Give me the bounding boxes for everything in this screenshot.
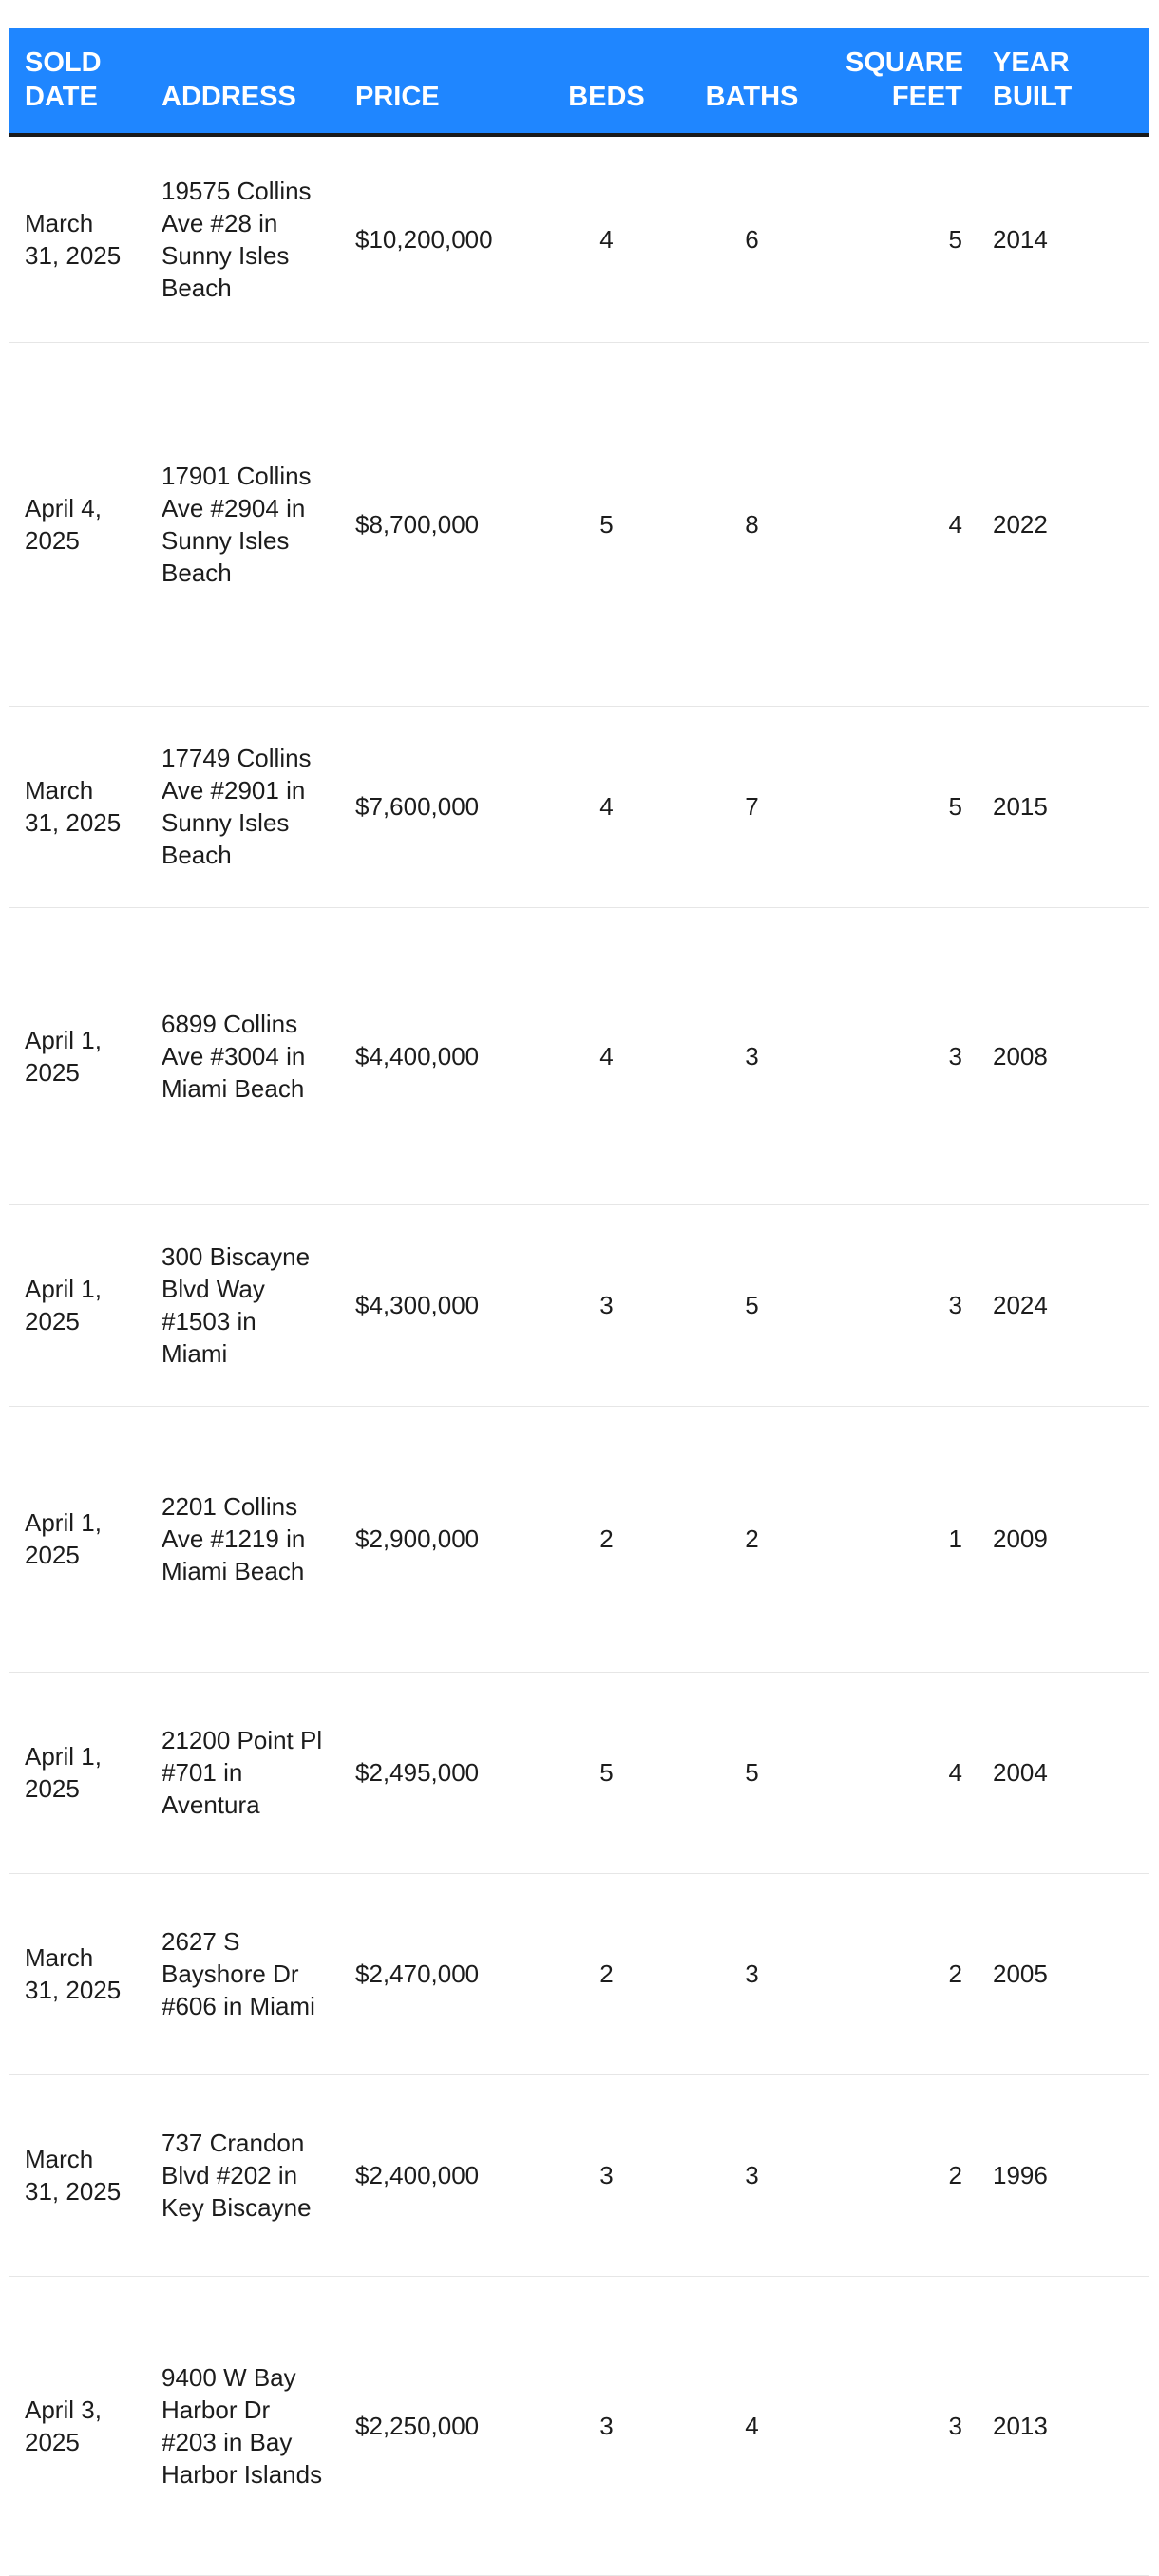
cell-address: 17901 Collins Ave #2904 in Sunny Isles Beach xyxy=(146,342,340,706)
header-baths: BATHS xyxy=(705,82,799,112)
cell-year-built: 1996 xyxy=(978,2074,1150,2276)
header-row xyxy=(10,28,1150,133)
cell-square-feet: 4 xyxy=(830,1672,978,1873)
cell-sold-date: April 4, 2025 xyxy=(10,342,146,706)
cell-baths: 6 xyxy=(674,137,830,342)
cell-beds: 5 xyxy=(540,342,674,706)
header-year-built: YEAR BUILT xyxy=(993,47,1073,112)
sales-table-body xyxy=(10,137,1150,2576)
table-row xyxy=(10,1873,1150,2074)
cell-baths: 2 xyxy=(674,1406,830,1672)
cell-price: $7,600,000 xyxy=(340,706,540,907)
cell-year-built: 2005 xyxy=(978,1873,1150,2074)
cell-sold-date: March 31, 2025 xyxy=(10,1873,146,2074)
cell-beds: 4 xyxy=(540,706,674,907)
cell-sold-date: April 1, 2025 xyxy=(10,1406,146,1672)
cell-beds: 3 xyxy=(540,1204,674,1406)
cell-address: 9400 W Bay Harbor Dr #203 in Bay Harbor Islands xyxy=(146,2276,340,2575)
table-row xyxy=(10,342,1150,706)
cell-baths: 4 xyxy=(674,2276,830,2575)
cell-address: 21200 Point Pl #701 in Aventura xyxy=(146,1672,340,1873)
cell-year-built: 2008 xyxy=(978,907,1150,1204)
table-row xyxy=(10,2074,1150,2276)
header-price: PRICE xyxy=(355,82,440,112)
cell-beds: 4 xyxy=(540,907,674,1204)
table-row xyxy=(10,1672,1150,1873)
cell-year-built: 2009 xyxy=(978,1406,1150,1672)
cell-baths: 3 xyxy=(674,2074,830,2276)
sales-table xyxy=(10,28,1150,133)
cell-year-built: 2024 xyxy=(978,1204,1150,1406)
cell-baths: 5 xyxy=(674,1672,830,1873)
cell-square-feet: 5 xyxy=(830,137,978,342)
cell-square-feet: 1 xyxy=(830,1406,978,1672)
table-row xyxy=(10,1406,1150,1672)
cell-address: 300 Biscayne Blvd Way #1503 in Miami xyxy=(146,1204,340,1406)
table-row xyxy=(10,2276,1150,2575)
table-row xyxy=(10,1204,1150,1406)
header-address: ADDRESS xyxy=(162,82,296,112)
cell-sold-date: April 1, 2025 xyxy=(10,1672,146,1873)
cell-square-feet: 2 xyxy=(830,2074,978,2276)
cell-baths: 7 xyxy=(674,706,830,907)
cell-beds: 2 xyxy=(540,1873,674,2074)
table-row xyxy=(10,137,1150,342)
cell-year-built: 2013 xyxy=(978,2276,1150,2575)
cell-sold-date: April 1, 2025 xyxy=(10,1204,146,1406)
sales-table-container xyxy=(10,28,1150,2576)
cell-price: $2,470,000 xyxy=(340,1873,540,2074)
cell-address: 19575 Collins Ave #28 in Sunny Isles Beach xyxy=(146,137,340,342)
table-row xyxy=(10,907,1150,1204)
cell-beds: 3 xyxy=(540,2276,674,2575)
cell-year-built: 2004 xyxy=(978,1672,1150,1873)
cell-baths: 8 xyxy=(674,342,830,706)
cell-beds: 3 xyxy=(540,2074,674,2276)
cell-sold-date: April 1, 2025 xyxy=(10,907,146,1204)
cell-sold-date: March 31, 2025 xyxy=(10,2074,146,2276)
cell-sold-date: March 31, 2025 xyxy=(10,706,146,907)
header-beds: BEDS xyxy=(568,82,645,112)
cell-address: 2627 S Bayshore Dr #606 in Miami xyxy=(146,1873,340,2074)
cell-year-built: 2015 xyxy=(978,706,1150,907)
cell-address: 2201 Collins Ave #1219 in Miami Beach xyxy=(146,1406,340,1672)
cell-beds: 2 xyxy=(540,1406,674,1672)
cell-sold-date: April 3, 2025 xyxy=(10,2276,146,2575)
cell-square-feet: 2 xyxy=(830,1873,978,2074)
header-square-feet: SQUARE FEET xyxy=(846,47,964,112)
cell-price: $2,250,000 xyxy=(340,2276,540,2575)
cell-baths: 3 xyxy=(674,1873,830,2074)
cell-sold-date: March 31, 2025 xyxy=(10,137,146,342)
cell-baths: 5 xyxy=(674,1204,830,1406)
cell-address: 737 Crandon Blvd #202 in Key Biscayne xyxy=(146,2074,340,2276)
cell-square-feet: 3 xyxy=(830,1204,978,1406)
cell-beds: 5 xyxy=(540,1672,674,1873)
cell-price: $4,400,000 xyxy=(340,907,540,1204)
cell-year-built: 2014 xyxy=(978,137,1150,342)
table-header xyxy=(10,28,1150,133)
cell-price: $2,495,000 xyxy=(340,1672,540,1873)
cell-price: $8,700,000 xyxy=(340,342,540,706)
cell-price: $4,300,000 xyxy=(340,1204,540,1406)
cell-price: $2,900,000 xyxy=(340,1406,540,1672)
header-sold-date: SOLD DATE xyxy=(25,47,102,112)
cell-square-feet: 3 xyxy=(830,907,978,1204)
cell-price: $10,200,000 xyxy=(340,137,540,342)
cell-year-built: 2022 xyxy=(978,342,1150,706)
cell-beds: 4 xyxy=(540,137,674,342)
cell-baths: 3 xyxy=(674,907,830,1204)
cell-square-feet: 5 xyxy=(830,706,978,907)
cell-address: 17749 Collins Ave #2901 in Sunny Isles Beach xyxy=(146,706,340,907)
cell-price: $2,400,000 xyxy=(340,2074,540,2276)
cell-square-feet: 4 xyxy=(830,342,978,706)
cell-address: 6899 Collins Ave #3004 in Miami Beach xyxy=(146,907,340,1204)
table-row xyxy=(10,706,1150,907)
cell-square-feet: 3 xyxy=(830,2276,978,2575)
